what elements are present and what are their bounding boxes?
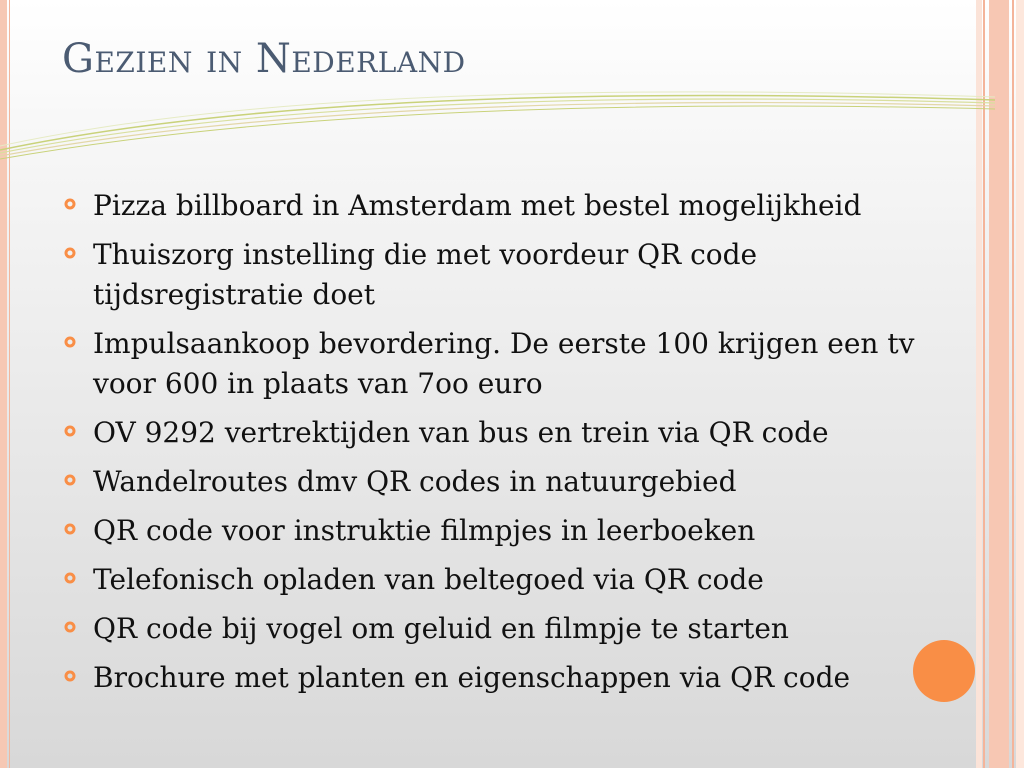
orange-ring-bullet-icon [64, 247, 76, 259]
list-item [62, 462, 962, 502]
list-item-text: Brochure met planten en eigenschappen via QR code [93, 661, 851, 694]
list-item-text: Telefonisch opladen van beltegoed via QR code [93, 563, 764, 596]
orange-ring-bullet-icon [64, 425, 76, 437]
right-border-stripe [1012, 0, 1014, 768]
list-item-text: QR code bij vogel om geluid en filmpje te starten [93, 612, 789, 645]
list-item [62, 235, 962, 315]
orange-ring-bullet-icon [64, 474, 76, 486]
orange-circle-icon [913, 640, 975, 702]
list-item-text: OV 9292 vertrektijden van bus en trein via QR code [93, 416, 829, 449]
orange-ring-bullet-icon [64, 670, 76, 682]
list-item [62, 511, 962, 551]
right-border-stripe [1016, 0, 1024, 768]
swoosh-decoration [0, 80, 1000, 170]
list-item [62, 560, 962, 600]
list-item-text: Impulsaankoop bevordering. De eerste 100 krijgen een tv voor 600 in plaats van 7oo euro [93, 327, 915, 400]
list-item [62, 658, 962, 698]
list-item [62, 186, 962, 226]
orange-ring-bullet-icon [64, 572, 76, 584]
list-item-text: Thuiszorg instelling die met voordeur QR code tijdsregistratie doet [93, 238, 758, 311]
list-item-text: Pizza billboard in Amsterdam met bestel mogelijkheid [93, 189, 862, 222]
slide-title: Gezien in Nederland [62, 36, 466, 82]
list-item [62, 324, 962, 404]
orange-ring-bullet-icon [64, 198, 76, 210]
list-item [62, 609, 962, 649]
list-item [62, 413, 962, 453]
list-item-text: QR code voor instruktie filmpjes in leerboeken [93, 514, 756, 547]
orange-ring-bullet-icon [64, 621, 76, 633]
orange-ring-bullet-icon [64, 336, 76, 348]
bullet-list [62, 186, 962, 707]
list-item-text: Wandelroutes dmv QR codes in natuurgebied [93, 465, 737, 498]
orange-ring-bullet-icon [64, 523, 76, 535]
